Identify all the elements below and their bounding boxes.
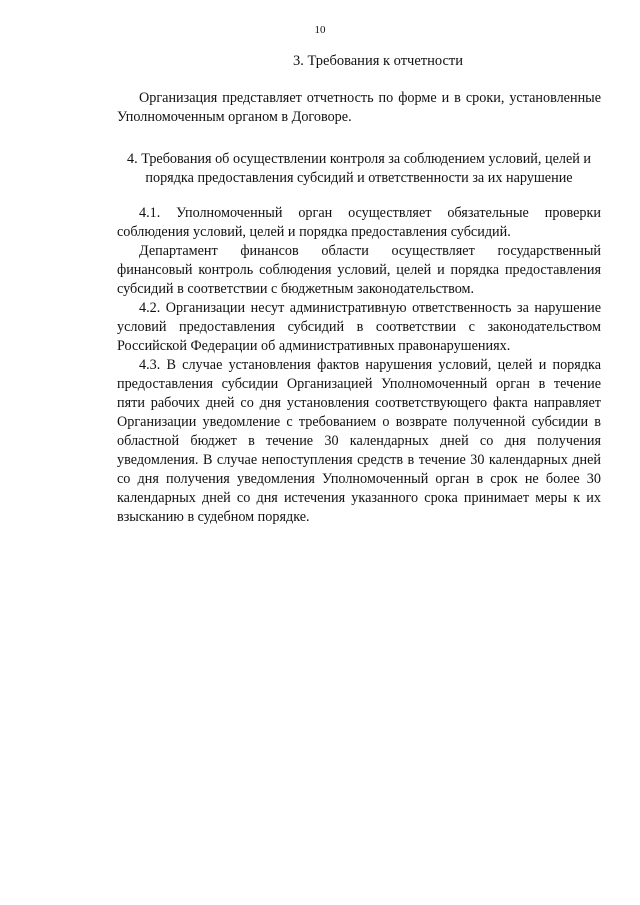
paragraph-4-3: 4.3. В случае установления фактов нарушения условий, целей и порядка предоставления субсидии Организацией Уполномоченный орган в течение пяти рабочих дней со дня установления соответствующего факта направляет Организации уведомление с требованием о возврате полученной субсидии в областной бюджет в течение 30 календарных дней со дня получения уведомления. В случае непоступления средств в течение 30 календарных дней со дня получения уведомления Уполномоченный орган в срок не более 30 календарных дней со дня истечения указанного срока принимает меры к их взысканию в судебном порядке. xyxy=(117,357,601,525)
page-number: 10 xyxy=(314,24,326,36)
section-4-heading: 4. Требования об осуществлении контроля за соблюдением условий, целей и порядка предоставления субсидий и ответственности за их нарушение xyxy=(127,151,591,186)
section-3-heading: 3. Требования к отчетности xyxy=(292,53,464,69)
paragraph-4-2: 4.2. Организации несут административную ответственность за нарушение условий предоставления субсидий в соответствии с законодательством Российской Федерации об административных правонарушениях. xyxy=(117,300,601,354)
paragraph-4-1: 4.1. Уполномоченный орган осуществляет обязательные проверки соблюдения условий, целей и порядка предоставления субсидий. xyxy=(117,205,601,240)
paragraph-4-1-finance-department: Департамент финансов области осуществляет государственный финансовый контроль соблюдения условий, целей и порядка предоставления субсидий в соответствии с бюджетным законодательством. xyxy=(117,243,601,297)
document-body xyxy=(117,52,601,527)
section-3-paragraph: Организация представляет отчетность по форме и в сроки, установленные Уполномоченным органом в Договоре. xyxy=(117,90,601,125)
